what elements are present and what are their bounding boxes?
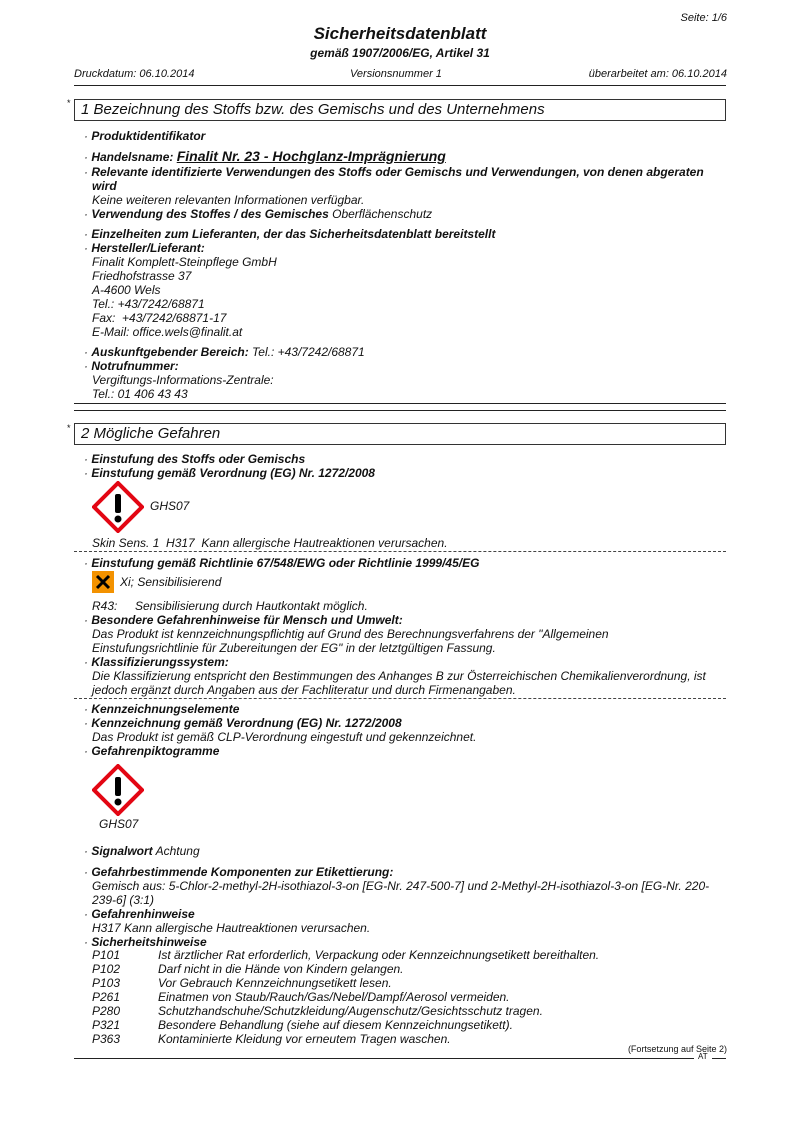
xi-irritant-icon xyxy=(92,571,114,593)
address-line: Tel.: +43/7242/68871 xyxy=(92,297,205,311)
document-subtitle: gemäß 1907/2006/EG, Artikel 31 xyxy=(310,46,490,60)
trade-name-row xyxy=(84,149,446,164)
section-1-title: 1 Bezeichnung des Stoffs bzw. des Gemischs und des Unternehmens xyxy=(81,101,545,118)
bullet: · xyxy=(84,744,88,758)
bullet: · xyxy=(84,702,88,716)
bullet: · xyxy=(84,207,88,221)
ghs07-label: GHS07 xyxy=(150,499,190,513)
bullet: · xyxy=(84,227,88,241)
bullet: · xyxy=(84,935,88,949)
bullet: · xyxy=(84,556,88,570)
address-line: Friedhofstrasse 37 xyxy=(92,269,192,283)
p-code: P280 xyxy=(92,1004,121,1018)
dsd-classification xyxy=(84,556,479,570)
emergency-line: Vergiftungs-Informations-Zentrale: xyxy=(92,373,274,387)
p-code: P101 xyxy=(92,948,121,962)
value: Tel.: +43/7242/68871 xyxy=(252,345,365,359)
label-elements xyxy=(84,702,239,716)
version-number: Versionsnummer 1 xyxy=(350,68,442,80)
emergency-line: Tel.: 01 406 43 43 xyxy=(92,387,188,401)
p-text: Vor Gebrauch Kennzeichnungsetikett lesen. xyxy=(158,976,392,990)
p-text: Ist ärztlicher Rat erforderlich, Verpackung oder Kennzeichnungsetikett bereithalten. xyxy=(158,948,600,962)
label: Gefahrenhinweise xyxy=(91,907,195,921)
label: Besondere Gefahrenhinweise für Mensch und Umwelt: xyxy=(91,613,403,627)
p-text: Einatmen von Staub/Rauch/Gas/Nebel/Dampf/Aerosol vermeiden. xyxy=(158,990,510,1004)
bullet: · xyxy=(84,359,88,373)
print-date: Druckdatum: 06.10.2014 xyxy=(74,68,195,80)
special-hazards-line: Einstufungsrichtlinie für Zubereitungen der EG" in der letztgültigen Fassung. xyxy=(92,641,496,655)
class-system-line: Die Klassifizierung entspricht den Bestimmungen des Anhanges B zur Österreichischen Chemikalienverordnung, ist xyxy=(92,669,706,683)
product-identifier xyxy=(84,129,205,143)
label: Gefahrbestimmende Komponenten zur Etikettierung: xyxy=(91,865,394,879)
bullet: · xyxy=(84,452,88,466)
footer-rule xyxy=(74,1058,694,1059)
class-system-line: jedoch ergänzt durch Angaben aus der Fachliteratur und durch Firmenangaben. xyxy=(92,683,516,697)
bullet: · xyxy=(84,865,88,879)
pictograms xyxy=(84,744,219,758)
components xyxy=(84,865,393,879)
manufacturer-row xyxy=(84,241,205,255)
classification xyxy=(84,452,305,466)
relevant-uses-row xyxy=(84,165,704,179)
components-line: Gemisch aus: 5-Chlor-2-methyl-2H-isothiazol-3-on [EG-Nr. 247-500-7] und 2-Methyl-2H-isothiazol-3-on [EG-Nr. 220- xyxy=(92,879,710,893)
label: Einstufung gemäß Richtlinie 67/548/EWG oder Richtlinie 1999/45/EG xyxy=(91,556,480,570)
label: Hersteller/Lieferant: xyxy=(91,241,205,255)
bullet: · xyxy=(84,844,88,858)
label: Produktidentifikator xyxy=(91,129,206,143)
bullet: · xyxy=(84,150,88,164)
label: Sicherheitshinweise xyxy=(91,935,207,949)
address-line: Fax: +43/7242/68871-17 xyxy=(92,311,227,325)
bullet: · xyxy=(84,345,88,359)
section-divider xyxy=(74,403,726,404)
section-2-title: 2 Mögliche Gefahren xyxy=(81,425,221,442)
ghs07-exclamation-icon xyxy=(92,764,144,816)
address-line: Finalit Komplett-Steinpflege GmbH xyxy=(92,255,277,269)
no-info-text: Keine weiteren relevanten Informationen verfügbar. xyxy=(92,193,365,207)
address-line: A-4600 Wels xyxy=(92,283,161,297)
bullet: · xyxy=(84,655,88,669)
precautionary xyxy=(84,935,207,949)
r43-code: R43: xyxy=(92,599,118,613)
emergency-row xyxy=(84,359,179,373)
p-code: P103 xyxy=(92,976,121,990)
bullet: · xyxy=(84,165,88,179)
clp-classification xyxy=(84,466,375,480)
continued-note: (Fortsetzung auf Seite 2) xyxy=(627,1044,727,1054)
p-code: P363 xyxy=(92,1032,121,1046)
label: Notrufnummer: xyxy=(91,359,179,373)
label: wird xyxy=(92,179,117,193)
label: Signalwort xyxy=(91,844,153,858)
signal-word xyxy=(84,844,200,858)
bullet: · xyxy=(84,129,88,143)
label: Gefahrenpiktogramme xyxy=(91,744,220,758)
label: Auskunftgebender Bereich: xyxy=(91,345,249,359)
p-text: Schutzhandschuhe/Schutzkleidung/Augenschutz/Gesichtsschutz tragen. xyxy=(158,1004,543,1018)
p-code: P261 xyxy=(92,990,121,1004)
label: Kennzeichnungselemente xyxy=(91,702,240,716)
label: Klassifizierungssystem: xyxy=(91,655,229,669)
section-1-header xyxy=(74,99,726,121)
p-text: Darf nicht in die Hände von Kindern gelangen. xyxy=(158,962,404,976)
class-system xyxy=(84,655,229,669)
label: Einstufung des Stoffs oder Gemischs xyxy=(91,452,306,466)
label: Einzelheiten zum Lieferanten, der das Sicherheitsdatenblatt bereitstellt xyxy=(91,227,496,241)
change-marker: * xyxy=(67,423,71,433)
hazard-statement: H317 Kann allergische Hautreaktionen verursachen. xyxy=(92,921,371,935)
change-marker: * xyxy=(67,98,71,108)
label: Verwendung des Stoffes / des Gemisches xyxy=(91,207,329,221)
bullet: · xyxy=(84,907,88,921)
components-line: 239-6] (3:1) xyxy=(92,893,155,907)
label: Einstufung gemäß Verordnung (EG) Nr. 1272/2008 xyxy=(91,466,375,480)
country-code: AT xyxy=(698,1052,708,1061)
value: Achtung xyxy=(155,844,200,858)
section-2-header xyxy=(74,423,726,445)
p-text: Besondere Behandlung (siehe auf diesem Kennzeichnungsetikett). xyxy=(158,1018,513,1032)
relevant-uses-cont xyxy=(92,179,117,193)
xi-label: Xi; Sensibilisierend xyxy=(120,575,222,589)
bullet: · xyxy=(84,466,88,480)
supplier-details xyxy=(84,227,495,241)
header-rule xyxy=(74,85,726,86)
label: Kennzeichnung gemäß Verordnung (EG) Nr. 1272/2008 xyxy=(91,716,402,730)
ghs07-label: GHS07 xyxy=(99,817,139,831)
info-row xyxy=(84,345,365,359)
page-number: Seite: 1/6 xyxy=(680,12,727,24)
label: Handelsname: xyxy=(91,150,174,164)
special-hazards-line: Das Produkt ist kennzeichnungspflichtig auf Grund des Berechnungsverfahrens der "Allgemeinen xyxy=(92,627,609,641)
revised-date: überarbeitet am: 06.10.2014 xyxy=(588,68,727,80)
dashed-divider xyxy=(74,551,726,552)
value: Oberflächenschutz xyxy=(332,207,433,221)
address-line: E-Mail: office.wels@finalit.at xyxy=(92,325,243,339)
use-row xyxy=(84,207,432,221)
p-text: Kontaminierte Kleidung vor erneutem Tragen waschen. xyxy=(158,1032,451,1046)
special-hazards xyxy=(84,613,403,627)
hazard-statements xyxy=(84,907,195,921)
dashed-divider xyxy=(74,698,726,699)
r43-text: Sensibilisierung durch Hautkontakt möglich. xyxy=(135,599,368,613)
ghs07-exclamation-icon xyxy=(92,481,144,533)
skin-sens-text: Skin Sens. 1 H317 Kann allergische Hautreaktionen verursachen. xyxy=(92,536,448,550)
trade-name: Finalit Nr. 23 - Hochglanz-Imprägnierung xyxy=(176,148,446,164)
footer-rule xyxy=(712,1058,726,1059)
document-title: Sicherheitsdatenblatt xyxy=(313,24,487,43)
bullet: · xyxy=(84,716,88,730)
bullet: · xyxy=(84,613,88,627)
bullet: · xyxy=(84,241,88,255)
p-code: P321 xyxy=(92,1018,121,1032)
clp-labelling-text: Das Produkt ist gemäß CLP-Verordnung eingestuft und gekennzeichnet. xyxy=(92,730,477,744)
label: Relevante identifizierte Verwendungen des Stoffs oder Gemischs und Verwendungen, von denen abgeraten xyxy=(91,165,704,179)
clp-labelling xyxy=(84,716,402,730)
p-code: P102 xyxy=(92,962,121,976)
section-divider xyxy=(74,410,726,411)
